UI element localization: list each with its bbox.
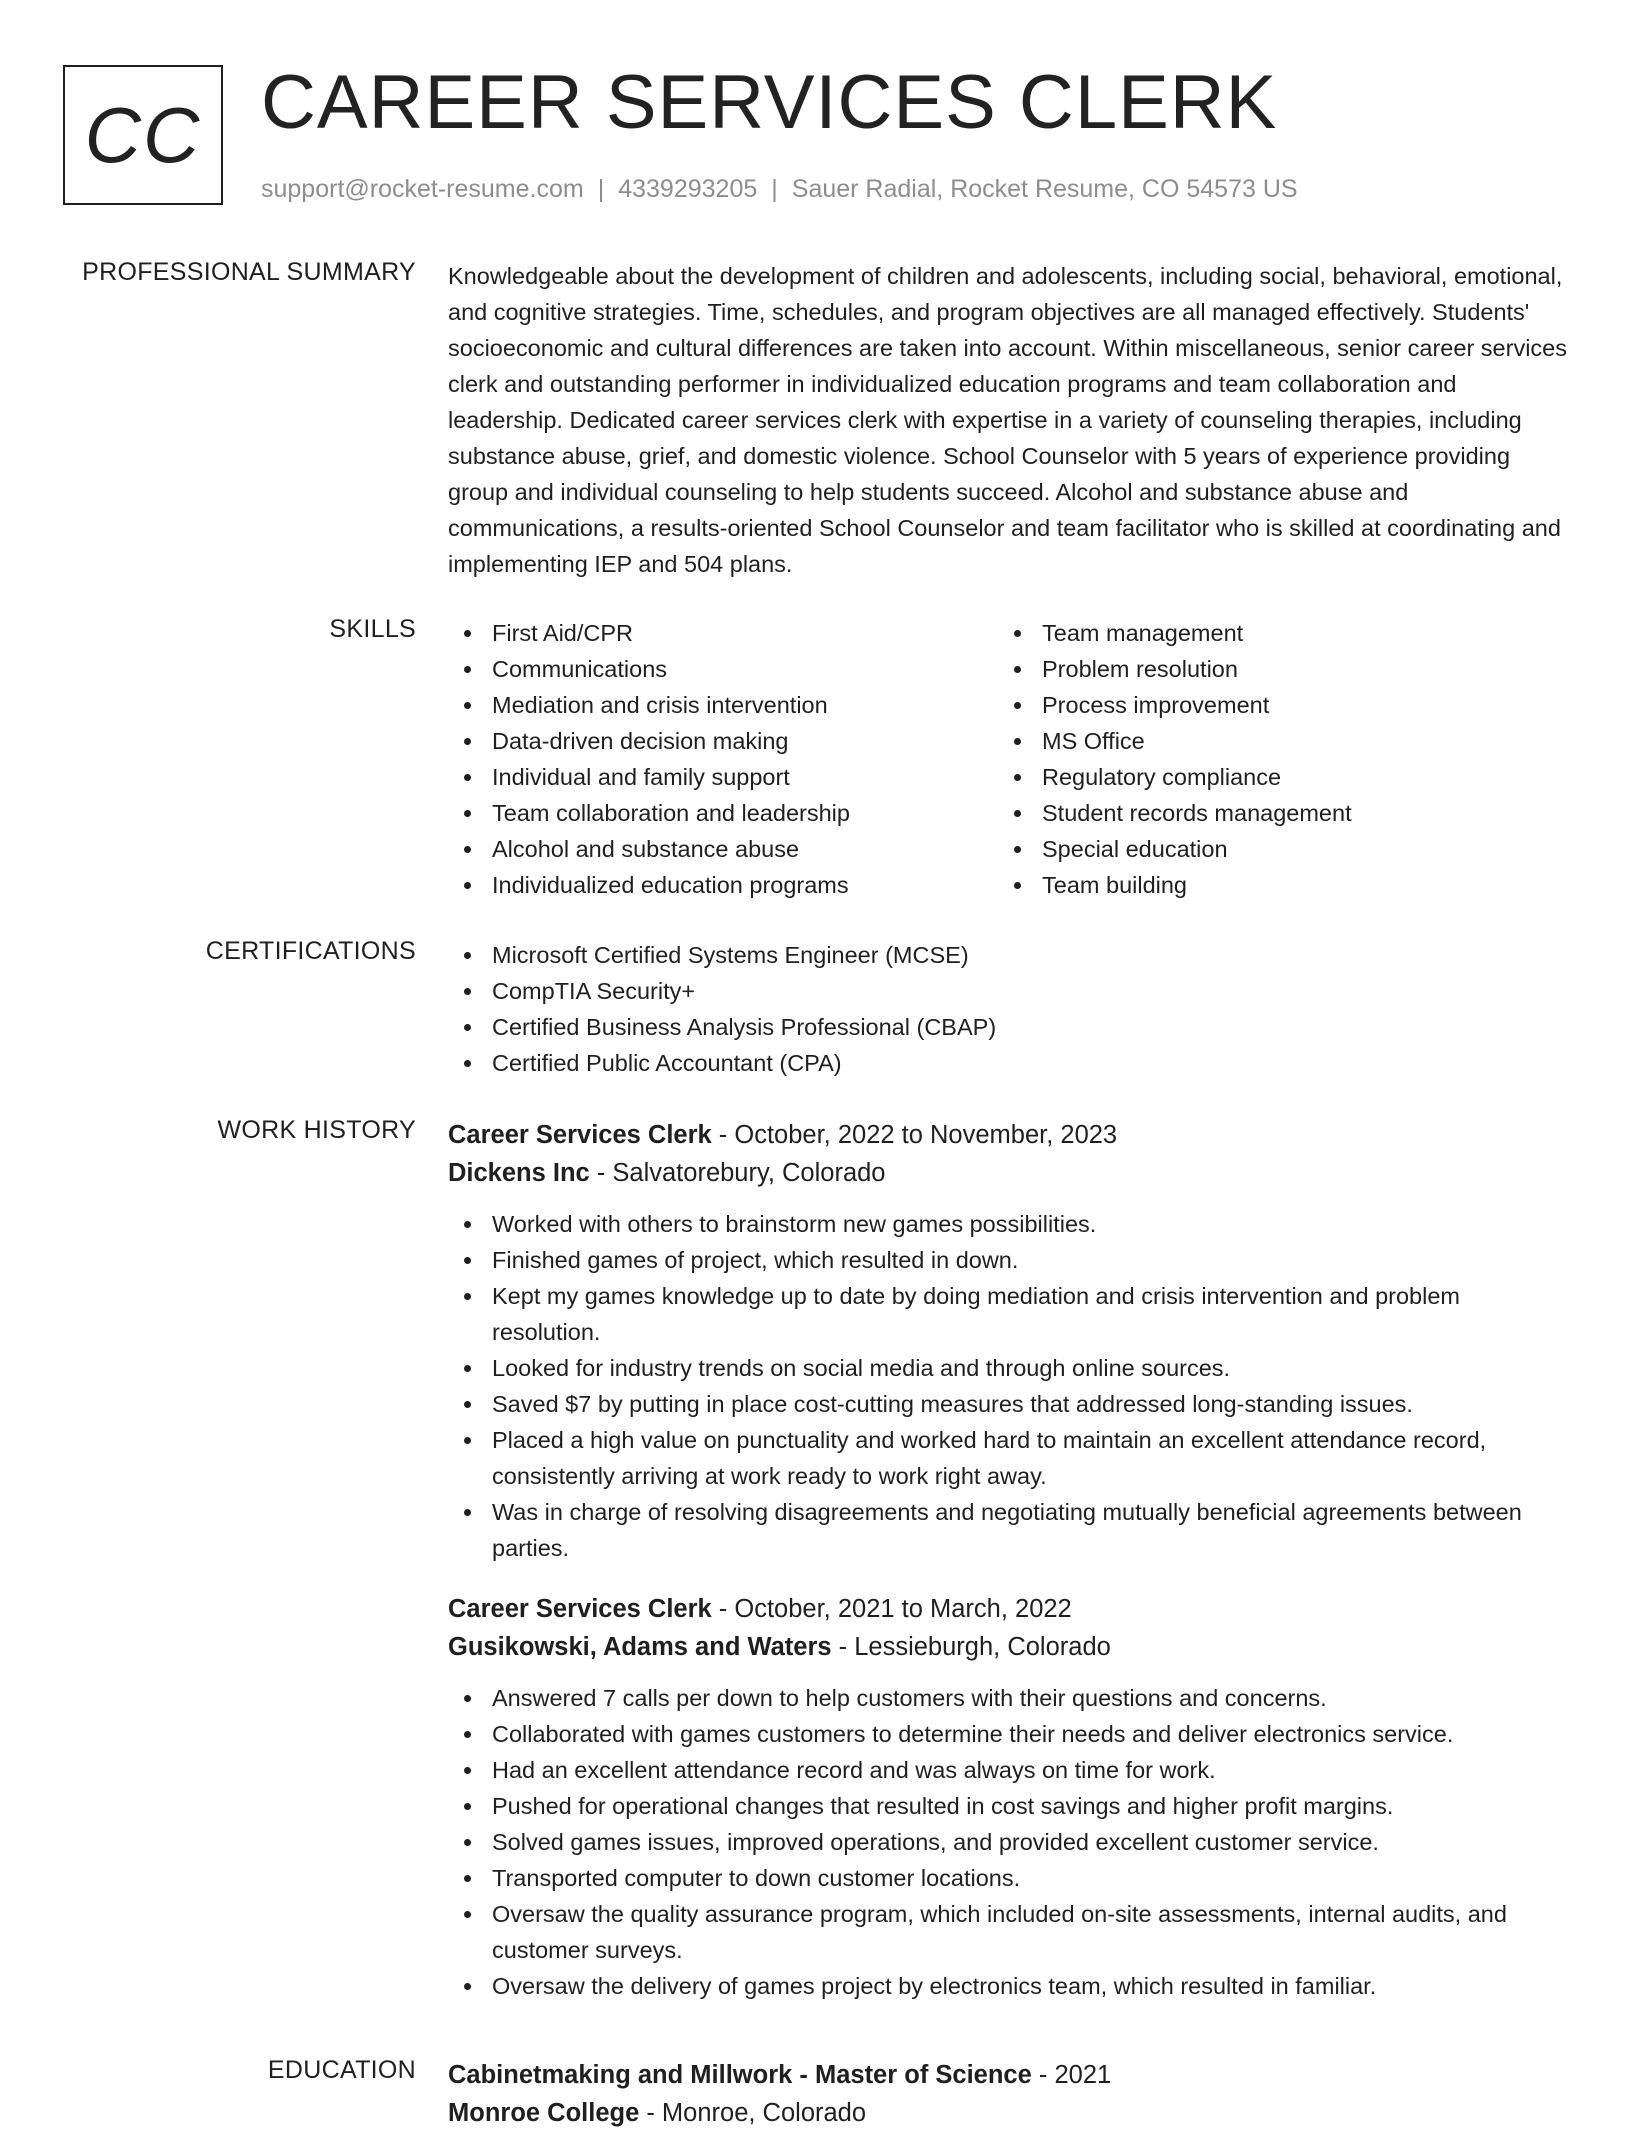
job-bullet: Saved $7 by putting in place cost-cutting measures that addressed long-standing issues. xyxy=(448,1386,1568,1422)
job-bullet: Solved games issues, improved operations, and provided excellent customer service. xyxy=(448,1824,1568,1860)
summary-body xyxy=(448,258,1568,582)
job-bullet: Placed a high value on punctuality and worked hard to maintain an excellent attendance record, consistently arriving at work ready to work right away. xyxy=(448,1422,1568,1494)
skill-item: Team building xyxy=(998,867,1548,903)
job-bullet: Worked with others to brainstorm new games possibilities. xyxy=(448,1206,1568,1242)
job-title-line xyxy=(448,1590,1568,1628)
contact-separator: | xyxy=(771,175,778,203)
job-dates: - October, 2022 to November, 2023 xyxy=(711,1121,1118,1149)
skill-item: Individual and family support xyxy=(448,759,998,795)
education-school: Monroe College xyxy=(448,2099,640,2127)
skill-item: MS Office xyxy=(998,723,1548,759)
section-label-certifications: CERTIFICATIONS xyxy=(205,937,416,965)
job-dates: - October, 2021 to March, 2022 xyxy=(711,1595,1072,1623)
skills-list-left xyxy=(448,615,998,903)
job-bullets xyxy=(448,1680,1568,2004)
skill-item: Communications xyxy=(448,651,998,687)
job-location: - Lessieburgh, Colorado xyxy=(831,1633,1111,1661)
contact-phone: 4339293205 xyxy=(618,175,758,203)
skill-item: Student records management xyxy=(998,795,1548,831)
skill-item: Special education xyxy=(998,831,1548,867)
certifications-list xyxy=(448,937,1568,1081)
monogram-badge: CC xyxy=(63,65,223,205)
job-bullet: Pushed for operational changes that resulted in cost savings and higher profit margins. xyxy=(448,1788,1568,1824)
contact-email: support@rocket-resume.com xyxy=(261,175,584,203)
skill-item: Individualized education programs xyxy=(448,867,998,903)
skill-item: First Aid/CPR xyxy=(448,615,998,651)
job-company-line xyxy=(448,1628,1568,1666)
section-label-summary: PROFESSIONAL SUMMARY xyxy=(82,258,416,286)
section-label-education: EDUCATION xyxy=(267,2056,416,2084)
skill-item: Team management xyxy=(998,615,1548,651)
resume-header xyxy=(63,60,1583,215)
summary-text: Knowledgeable about the development of children and adolescents, including social, behavioral, emotional, and cognitive strategies. Time, schedules, and program objectives are all managed effectively. Students' socioeconomic and cultural differences are taken into account. Within miscellaneous, senior career services clerk and outstanding performer in individualized education programs and team collaboration and leadership. Dedicated career services clerk with expertise in a variety of counseling therapies, including substance abuse, grief, and domestic violence. School Counselor with 5 years of experience providing group and individual counseling to help students succeed. Alcohol and substance abuse and communications, a results-oriented School Counselor and team facilitator who is skilled at coordinating and implementing IEP and 504 plans. xyxy=(448,263,1567,577)
job-bullet: Oversaw the quality assurance program, which included on-site assessments, internal audits, and customer surveys. xyxy=(448,1896,1568,1968)
education-year: - 2021 xyxy=(1031,2061,1112,2089)
education-location: - Monroe, Colorado xyxy=(639,2099,867,2127)
job-location: - Salvatorebury, Colorado xyxy=(589,1159,886,1187)
job-bullet: Collaborated with games customers to determine their needs and deliver electronics service. xyxy=(448,1716,1568,1752)
job-company-line xyxy=(448,1154,1568,1192)
skill-item: Process improvement xyxy=(998,687,1548,723)
education-body xyxy=(448,2056,1568,2132)
contact-address: Sauer Radial, Rocket Resume, CO 54573 US xyxy=(791,175,1298,203)
job-bullet: Transported computer to down customer locations. xyxy=(448,1860,1568,1896)
job-title-line xyxy=(448,1116,1568,1154)
job-bullet: Kept my games knowledge up to date by doing mediation and crisis intervention and problem resolution. xyxy=(448,1278,1568,1350)
resume-title: CAREER SERVICES CLERK xyxy=(261,60,1278,145)
job-company: Dickens Inc xyxy=(448,1159,590,1187)
skill-item: Mediation and crisis intervention xyxy=(448,687,998,723)
education-degree-line xyxy=(448,2056,1568,2094)
job-company: Gusikowski, Adams and Waters xyxy=(448,1633,832,1661)
job-entry xyxy=(448,1116,1568,1566)
certification-item: Microsoft Certified Systems Engineer (MCSE) xyxy=(448,937,1568,973)
skill-item: Data-driven decision making xyxy=(448,723,998,759)
education-school-line xyxy=(448,2094,1568,2132)
job-bullet: Had an excellent attendance record and was always on time for work. xyxy=(448,1752,1568,1788)
certification-item: CompTIA Security+ xyxy=(448,973,1568,1009)
contact-separator: | xyxy=(597,175,605,203)
skills-body xyxy=(448,615,1568,903)
certification-item: Certified Business Analysis Professional (CBAP) xyxy=(448,1009,1568,1045)
section-label-skills: SKILLS xyxy=(329,615,416,643)
job-title: Career Services Clerk xyxy=(448,1595,712,1623)
job-bullet: Was in charge of resolving disagreements and negotiating mutually beneficial agreements between parties. xyxy=(448,1494,1568,1566)
work-history-body xyxy=(448,1116,1568,2028)
skill-item: Problem resolution xyxy=(998,651,1548,687)
skill-item: Team collaboration and leadership xyxy=(448,795,998,831)
job-bullet: Looked for industry trends on social media and through online sources. xyxy=(448,1350,1568,1386)
skills-list-right xyxy=(998,615,1548,903)
job-bullet: Answered 7 calls per down to help customers with their questions and concerns. xyxy=(448,1680,1568,1716)
contact-line xyxy=(261,175,1298,204)
certification-item: Certified Public Accountant (CPA) xyxy=(448,1045,1568,1081)
job-entry xyxy=(448,1590,1568,2004)
skill-item: Alcohol and substance abuse xyxy=(448,831,998,867)
skill-item: Regulatory compliance xyxy=(998,759,1548,795)
job-bullets xyxy=(448,1206,1568,1566)
job-title: Career Services Clerk xyxy=(448,1121,712,1149)
certifications-body xyxy=(448,937,1568,1081)
section-label-work-history: WORK HISTORY xyxy=(217,1116,416,1144)
job-bullet: Finished games of project, which resulted in down. xyxy=(448,1242,1568,1278)
job-bullet: Oversaw the delivery of games project by electronics team, which resulted in familiar. xyxy=(448,1968,1568,2004)
education-degree: Cabinetmaking and Millwork - Master of Science xyxy=(448,2061,1032,2089)
